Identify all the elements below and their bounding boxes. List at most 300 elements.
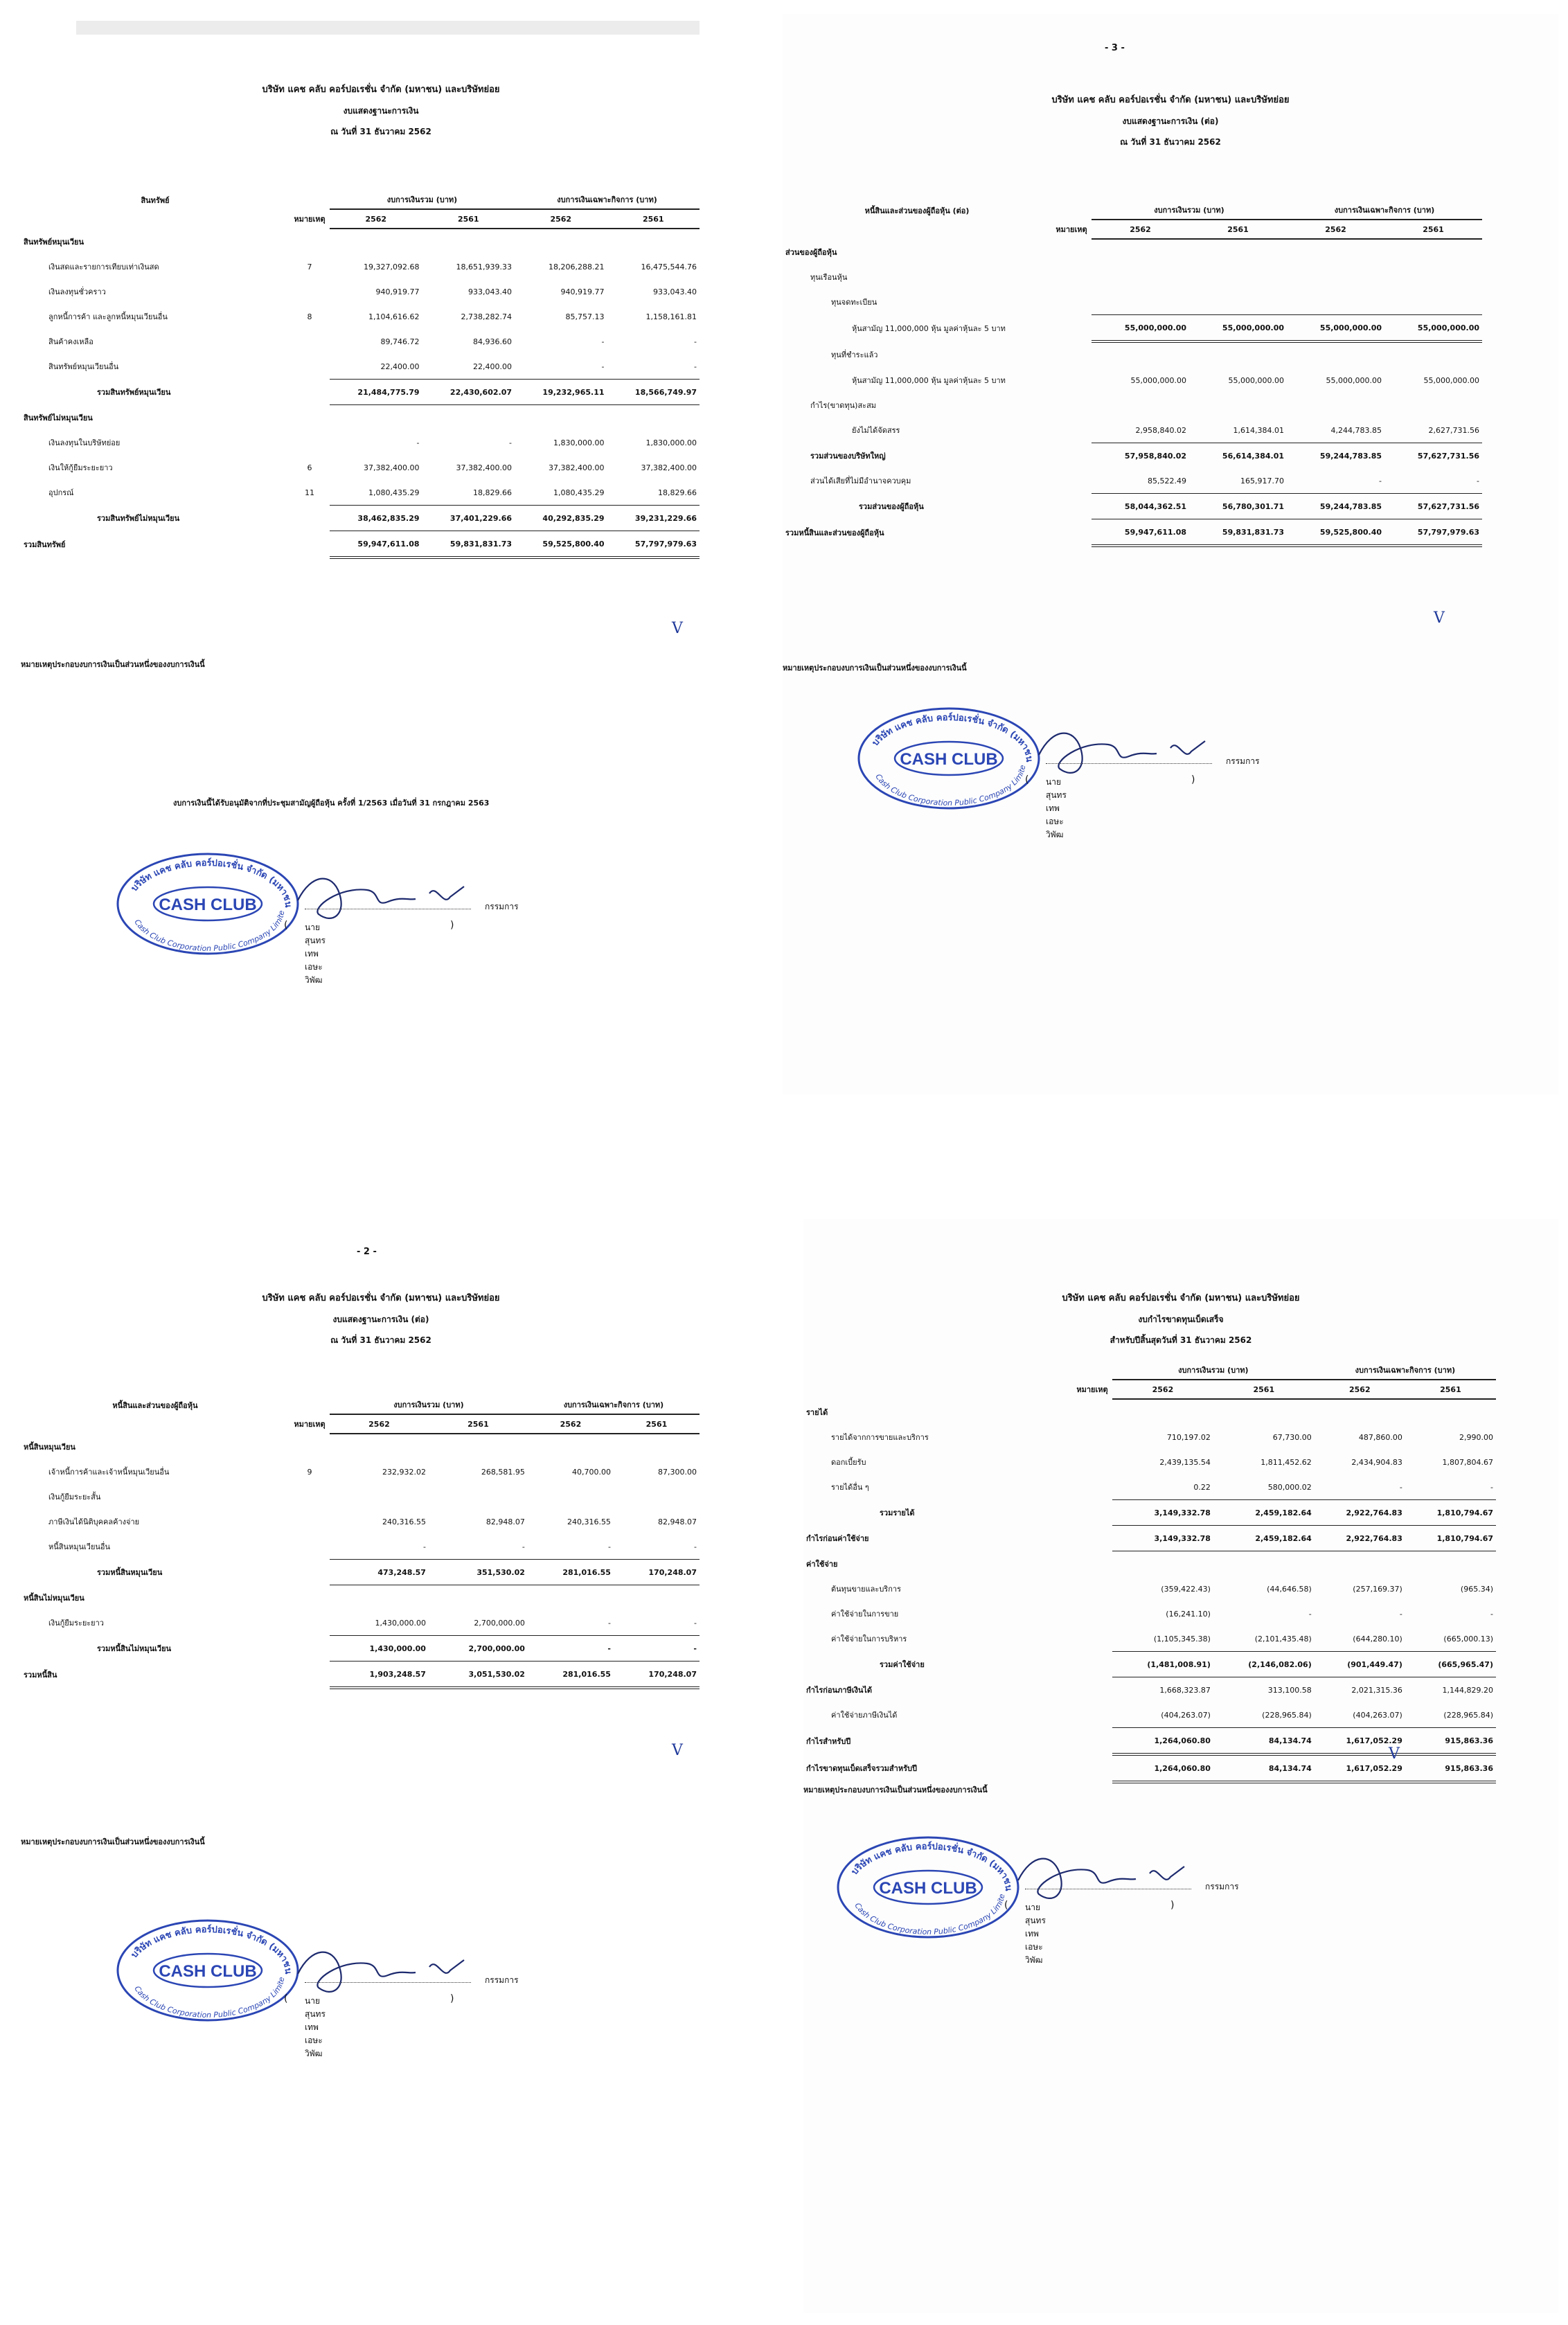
amount-cell <box>330 1484 429 1509</box>
consolidated-header: งบการเงินรวม (บาท) <box>1092 201 1287 220</box>
signer-role: กรรมการ <box>485 1975 519 1985</box>
amount-cell <box>1092 341 1189 368</box>
row-label: ส่วนของผู้ถือหุ้น <box>785 247 837 257</box>
column-group-header <box>21 190 700 209</box>
row-label: รวมส่วนของบริษัทใหญ่ <box>810 451 886 461</box>
row-label: เงินให้กู้ยืมระยะยาว <box>48 463 113 472</box>
amount-cell: 55,000,000.00 <box>1228 375 1284 385</box>
company-name: บริษัท แคช คลับ คอร์ปอเรชั่น จำกัด (มหาชน) และบริษัทย่อย <box>262 84 500 95</box>
amount-cell <box>515 229 607 254</box>
amount-cell: 933,043.40 <box>468 287 512 296</box>
table-row <box>783 494 1482 519</box>
amount-cell: 240,316.55 <box>382 1517 426 1526</box>
year-header: 2561 <box>614 1414 700 1434</box>
amount-cell: 313,100.58 <box>1267 1685 1312 1695</box>
note-ref <box>1051 341 1092 368</box>
section-heading: สินทรัพย์ <box>141 195 170 205</box>
amount-cell: - <box>614 1636 700 1662</box>
row-label: เงินลงทุนในบริษัทย่อย <box>48 438 121 447</box>
row-label: เงินสดและรายการเทียบเท่าเงินสด <box>48 262 159 271</box>
financial-table <box>803 1361 1496 1783</box>
amount-cell <box>1092 289 1189 315</box>
row-label: ยังไม่ได้จัดสรร <box>852 426 900 436</box>
amount-cell: 2,439,135.54 <box>1159 1457 1211 1467</box>
amount-cell: 55,000,000.00 <box>1384 315 1482 342</box>
amount-cell: 1,617,052.29 <box>1315 1754 1405 1782</box>
table-row <box>21 380 700 405</box>
signer-role: กรรมการ <box>1226 756 1260 766</box>
amount-cell: 940,919.77 <box>375 287 420 296</box>
amount-cell: 1,903,248.57 <box>330 1662 429 1689</box>
table-row <box>783 239 1482 265</box>
note-ref <box>289 1585 330 1611</box>
close-paren: ) <box>1170 1900 1175 1911</box>
amount-cell: 1,430,000.00 <box>330 1636 429 1662</box>
amount-cell: (16,241.10) <box>1166 1609 1211 1619</box>
table-row <box>803 1601 1496 1626</box>
amount-cell: 933,043.40 <box>653 287 697 296</box>
amount-cell <box>1384 265 1482 289</box>
table-row <box>803 1652 1496 1677</box>
amount-cell: - <box>429 1534 528 1560</box>
amount-cell: 59,244,783.85 <box>1319 451 1382 461</box>
amount-cell <box>330 1585 429 1611</box>
note-ref <box>289 1509 330 1534</box>
amount-cell: 55,000,000.00 <box>1130 375 1186 385</box>
note-header: หมายเหตุ <box>294 215 326 224</box>
amount-cell: 165,917.70 <box>1189 468 1287 494</box>
note-ref <box>1072 1677 1112 1703</box>
signer-name: นายสุนทรเทพ เอษะวิพัฒ <box>1025 1903 1046 1965</box>
footnote: หมายเหตุประกอบงบการเงินเป็นส่วนหนึ่งของงบการเงินนี้ <box>21 660 205 669</box>
amount-cell: 59,947,611.08 <box>1092 519 1189 546</box>
blank-cell <box>21 1414 289 1434</box>
amount-cell: - <box>515 354 607 380</box>
approval-note: งบการเงินนี้ได้รับอนุมัติจากที่ประชุมสามัญผู้ถือหุ้น ครั้งที่ 1/2563 เมื่อวันที่ 31 กรกฎาคม 2563 <box>173 799 490 808</box>
amount-cell: - <box>330 1534 429 1560</box>
signer-role: กรรมการ <box>1205 1882 1239 1891</box>
table-row <box>21 1509 700 1534</box>
amount-cell: 351,530.02 <box>429 1560 528 1585</box>
table-row <box>803 1500 1496 1526</box>
initial-mark: V <box>672 1742 683 1759</box>
amount-cell: 0.22 <box>1112 1475 1213 1500</box>
stamp-brand-text: CASH CLUB <box>900 750 998 769</box>
stamp-english-text: Cash Club Corporation Public Company Limite <box>853 1893 1007 1937</box>
amount-cell: - <box>601 337 605 346</box>
amount-cell: (257,169.37) <box>1353 1584 1402 1594</box>
initial-mark: V <box>1434 609 1445 627</box>
amount-cell: 19,232,965.11 <box>515 380 607 405</box>
company-stamp <box>831 1828 1025 1949</box>
note-ref <box>289 1636 330 1662</box>
table-row <box>803 1551 1496 1577</box>
note-ref <box>1051 494 1092 519</box>
signature-line <box>305 1982 471 1983</box>
row-label: สินทรัพย์ไม่หมุนเวียน <box>24 413 93 422</box>
row-label: เจ้าหนี้การค้าและเจ้าหนี้หมุนเวียนอื่น <box>48 1468 170 1477</box>
amount-cell: 38,462,835.29 <box>330 506 422 531</box>
section-heading: หนี้สินและส่วนของผู้ถือหุ้น (ต่อ) <box>864 206 970 215</box>
financial-table <box>783 201 1482 547</box>
note-ref <box>1072 1475 1112 1500</box>
amount-cell: 89,746.72 <box>380 337 420 346</box>
row-label: รวมหนี้สิน <box>24 1670 57 1680</box>
row-label: หนี้สินหมุนเวียนอื่น <box>48 1542 111 1552</box>
amount-cell: 268,581.95 <box>481 1467 525 1477</box>
table-row <box>783 289 1482 315</box>
amount-cell: 37,382,400.00 <box>641 463 697 472</box>
signature-stroke <box>1018 1859 1136 1898</box>
blank-cell <box>21 209 289 229</box>
year-header-row <box>21 209 700 229</box>
stamp-english-text: Cash Club Corporation Public Company Limite <box>132 1976 287 2020</box>
stamp-english-text: Cash Club Corporation Public Company Limite <box>132 909 287 954</box>
year-header: 2561 <box>1189 220 1287 239</box>
amount-cell: 37,401,229.66 <box>422 506 515 531</box>
note-ref <box>1051 368 1092 393</box>
year-header: 2562 <box>1315 1380 1405 1399</box>
amount-cell: 1,810,794.67 <box>1405 1500 1496 1526</box>
statement-page-3 <box>783 14 1558 1094</box>
note-ref <box>289 380 330 405</box>
table-row <box>21 506 700 531</box>
year-header: 2561 <box>1405 1380 1496 1399</box>
signature-scribble <box>1011 1839 1260 1915</box>
table-row <box>21 229 700 254</box>
amount-cell <box>1189 289 1287 315</box>
amount-cell: 2,434,904.83 <box>1351 1457 1402 1467</box>
amount-cell: 2,922,764.83 <box>1315 1500 1405 1526</box>
amount-cell: 18,206,288.21 <box>549 262 605 271</box>
amount-cell: 84,936.60 <box>473 337 512 346</box>
amount-cell: - <box>694 337 697 346</box>
company-name: บริษัท แคช คลับ คอร์ปอเรชั่น จำกัด (มหาชน) และบริษัทย่อย <box>1062 1293 1300 1303</box>
table-row <box>21 531 700 558</box>
year-header: 2562 <box>330 209 422 229</box>
blank-cell <box>783 220 1051 239</box>
amount-cell: - <box>614 1534 700 1560</box>
amount-cell: - <box>528 1636 614 1662</box>
row-label: ค่าใช้จ่ายในการบริหาร <box>831 1634 907 1644</box>
amount-cell <box>1112 1551 1213 1577</box>
year-header: 2562 <box>330 1414 429 1434</box>
section-heading <box>803 1361 1072 1380</box>
amount-cell: - <box>1287 468 1384 494</box>
amount-cell <box>429 1434 528 1459</box>
note-ref <box>289 1434 330 1459</box>
row-label: ดอกเบี้ยรับ <box>831 1458 866 1467</box>
table-row <box>783 341 1482 368</box>
amount-cell: 18,829.66 <box>422 480 515 506</box>
amount-cell: 1,080,435.29 <box>515 480 607 506</box>
row-label: ค่าใช้จ่ายภาษีเงินได้ <box>831 1711 898 1720</box>
amount-cell: 57,627,731.56 <box>1384 494 1482 519</box>
row-label: ลูกหนี้การค้า และลูกหนี้หมุนเวียนอื่น <box>48 312 168 321</box>
amount-cell: 57,797,979.63 <box>607 531 700 558</box>
row-label: ทุนเรือนหุ้น <box>810 273 848 282</box>
note-ref <box>1051 468 1092 494</box>
amount-cell: 2,990.00 <box>1459 1432 1493 1442</box>
table-row <box>783 468 1482 494</box>
amount-cell <box>528 1484 614 1509</box>
row-label: ต้นทุนขายและบริการ <box>831 1585 901 1594</box>
note-ref: 8 <box>307 312 312 321</box>
row-label: ทุนจดทะเบียน <box>831 298 877 308</box>
note-ref <box>1051 393 1092 418</box>
note-header: หมายเหตุ <box>1055 225 1087 234</box>
note-ref <box>289 1662 330 1689</box>
note-ref <box>1072 1652 1112 1677</box>
table-row <box>21 480 700 506</box>
amount-cell: - <box>1308 1609 1312 1619</box>
note-ref: 7 <box>307 262 312 271</box>
stamp-thai-text: บริษัท แคช คลับ คอร์ปอเรชั่น จำกัด (มหาชน <box>129 857 294 908</box>
amount-cell: 2,627,731.56 <box>1384 418 1482 443</box>
amount-cell: 39,231,229.66 <box>607 506 700 531</box>
amount-cell: 170,248.07 <box>614 1560 700 1585</box>
amount-cell <box>429 1585 528 1611</box>
open-paren: ( <box>284 920 288 931</box>
amount-cell: 59,831,831.73 <box>1189 519 1287 546</box>
initial-mark: V <box>1389 1745 1400 1763</box>
company-name: บริษัท แคช คลับ คอร์ปอเรชั่น จำกัด (มหาชน) และบริษัทย่อย <box>1051 95 1290 105</box>
table-row <box>21 1484 700 1509</box>
amount-cell: 2,459,182.64 <box>1213 1500 1315 1526</box>
amount-cell: 22,400.00 <box>422 354 515 380</box>
year-header: 2561 <box>607 209 700 229</box>
amount-cell: 4,244,783.85 <box>1287 418 1384 443</box>
amount-cell: 18,829.66 <box>607 480 700 506</box>
row-label: สินทรัพย์หมุนเวียน <box>24 237 84 247</box>
stamp-graphic <box>831 1828 1025 1946</box>
table-row <box>21 405 700 431</box>
amount-cell: (359,422.43) <box>1161 1584 1211 1594</box>
signer-name: นายสุนทรเทพ เอษะวิพัฒ <box>305 923 326 985</box>
row-label: รายได้ <box>806 1407 828 1417</box>
spacer <box>1051 201 1092 220</box>
amount-cell: 85,522.49 <box>1092 468 1189 494</box>
year-header-row <box>783 220 1482 239</box>
amount-cell: 16,475,544.76 <box>641 262 697 271</box>
amount-cell: 232,932.02 <box>382 1467 426 1477</box>
row-label: อุปกรณ์ <box>48 488 74 498</box>
note-ref: 9 <box>307 1467 312 1477</box>
amount-cell <box>1213 1399 1315 1425</box>
amount-cell: 1,810,794.67 <box>1405 1526 1496 1551</box>
note-ref <box>1072 1526 1112 1551</box>
amount-cell: 56,614,384.01 <box>1222 451 1284 461</box>
note-ref <box>289 229 330 254</box>
amount-cell: - <box>1315 1475 1405 1500</box>
amount-cell: 19,327,092.68 <box>364 262 420 271</box>
statement-page-1 <box>14 21 748 1094</box>
amount-cell: 37,382,400.00 <box>456 463 512 472</box>
stamp-graphic <box>852 700 1046 817</box>
statement-date: ณ วันที่ 31 ธันวาคม 2562 <box>330 1335 431 1345</box>
table-row <box>803 1425 1496 1450</box>
row-label: กำไรก่อนค่าใช้จ่าย <box>806 1534 869 1543</box>
signature-scribble <box>1032 713 1281 790</box>
amount-cell <box>330 1434 429 1459</box>
amount-cell: (1,481,008.91) <box>1112 1652 1213 1677</box>
statement-date: ณ วันที่ 31 ธันวาคม 2562 <box>1120 137 1221 147</box>
year-header: 2561 <box>429 1414 528 1434</box>
amount-cell: 58,044,362.51 <box>1092 494 1189 519</box>
amount-cell: (2,101,435.48) <box>1213 1626 1315 1652</box>
row-label: กำไรสำหรับปี <box>806 1736 851 1746</box>
amount-cell: 1,830,000.00 <box>645 438 697 447</box>
note-ref <box>289 279 330 304</box>
open-paren: ( <box>1004 1900 1008 1911</box>
table-row <box>21 329 700 354</box>
amount-cell <box>1092 393 1189 418</box>
amount-cell <box>429 1484 528 1509</box>
amount-cell: 21,484,775.79 <box>330 380 422 405</box>
table-row <box>803 1677 1496 1703</box>
amount-cell <box>1384 341 1482 368</box>
amount-cell: 487,860.00 <box>1358 1432 1402 1442</box>
amount-cell: (644,280.10) <box>1315 1626 1405 1652</box>
amount-cell: 57,958,840.02 <box>1124 451 1186 461</box>
page-header <box>14 80 748 142</box>
table-row <box>783 315 1482 342</box>
row-label: ค่าใช้จ่ายในการขาย <box>831 1610 899 1619</box>
column-group-header <box>21 1396 700 1414</box>
note-ref <box>289 1484 330 1509</box>
amount-cell: 59,244,783.85 <box>1287 494 1384 519</box>
amount-cell: 915,863.36 <box>1405 1728 1496 1755</box>
table-row <box>21 1585 700 1611</box>
amount-cell <box>422 229 515 254</box>
amount-cell: - <box>1399 1609 1402 1619</box>
amount-cell: (228,965.84) <box>1213 1702 1315 1728</box>
amount-cell <box>1287 289 1384 315</box>
consolidated-header: งบการเงินรวม (บาท) <box>330 1396 528 1414</box>
note-ref <box>1051 289 1092 315</box>
amount-cell: 170,248.07 <box>614 1662 700 1689</box>
row-label: รวมสินทรัพย์ <box>24 540 66 549</box>
amount-cell: 37,382,400.00 <box>364 463 420 472</box>
amount-cell <box>1287 265 1384 289</box>
note-ref <box>1072 1425 1112 1450</box>
table-row <box>783 368 1482 393</box>
row-label: ภาษีเงินได้นิติบุคคลค้างจ่าย <box>48 1517 140 1526</box>
statement-date: สำหรับปีสิ้นสุดวันที่ 31 ธันวาคม 2562 <box>1110 1335 1252 1345</box>
year-header: 2562 <box>1092 220 1189 239</box>
amount-cell: 1,158,161.81 <box>645 312 697 321</box>
row-label: หุ้นสามัญ 11,000,000 หุ้น มูลค่าหุ้นละ 5 บาท <box>852 376 1006 385</box>
signature-stroke <box>1150 1867 1184 1880</box>
separate-header: งบการเงินเฉพาะกิจการ (บาท) <box>515 190 700 209</box>
row-label: รวมหนี้สินไม่หมุนเวียน <box>97 1644 172 1653</box>
row-label: รวมสินทรัพย์หมุนเวียน <box>97 388 171 397</box>
spacer <box>289 1396 330 1414</box>
amount-cell: 82,948.07 <box>485 1517 525 1526</box>
note-ref <box>1072 1702 1112 1728</box>
amount-cell: - <box>1405 1475 1496 1500</box>
amount-cell <box>1092 239 1189 265</box>
signer-name: นายสุนทรเทพ เอษะวิพัฒ <box>1046 777 1067 839</box>
amount-cell <box>1384 393 1482 418</box>
amount-cell: 57,797,979.63 <box>1384 519 1482 546</box>
footnote: หมายเหตุประกอบงบการเงินเป็นส่วนหนึ่งของงบการเงินนี้ <box>783 663 967 672</box>
amount-cell: 1,264,060.80 <box>1112 1728 1213 1755</box>
row-label: เงินกู้ยืมระยะสั้น <box>48 1493 101 1502</box>
row-label: ค่าใช้จ่าย <box>806 1559 838 1569</box>
year-header: 2561 <box>1384 220 1482 239</box>
amount-cell: - <box>1384 468 1482 494</box>
row-label: รายได้จากการขายและบริการ <box>831 1433 929 1442</box>
table-row <box>783 519 1482 546</box>
close-paren: ) <box>1191 774 1195 785</box>
note-ref <box>1072 1754 1112 1782</box>
spacer <box>1072 1361 1112 1380</box>
table-row <box>783 443 1482 469</box>
note-ref <box>1072 1399 1112 1425</box>
statement-title: งบแสดงฐานะการเงิน <box>343 106 419 116</box>
page-number: - 2 - <box>357 1247 377 1257</box>
row-label: สินค้าคงเหลือ <box>48 337 93 346</box>
amount-cell <box>1213 1551 1315 1577</box>
column-group-header <box>803 1361 1496 1380</box>
note-ref <box>1072 1626 1112 1652</box>
amount-cell <box>607 229 700 254</box>
year-header: 2562 <box>1287 220 1384 239</box>
table-row <box>21 455 700 480</box>
amount-cell: 59,947,611.08 <box>330 531 422 558</box>
amount-cell <box>330 229 422 254</box>
amount-cell: - <box>528 1534 614 1560</box>
amount-cell <box>528 1434 614 1459</box>
close-paren: ) <box>450 920 454 931</box>
table-row <box>803 1526 1496 1551</box>
table-row <box>21 279 700 304</box>
table-row <box>21 1662 700 1689</box>
amount-cell <box>1112 1399 1213 1425</box>
amount-cell <box>1189 265 1287 289</box>
row-label: เงินลงทุนชั่วคราว <box>48 287 106 296</box>
amount-cell: 3,149,332.78 <box>1112 1500 1213 1526</box>
company-stamp <box>111 1912 305 2032</box>
amount-cell: 2,700,000.00 <box>429 1636 528 1662</box>
amount-cell: 1,614,384.01 <box>1189 418 1287 443</box>
signature-stroke <box>1039 733 1157 773</box>
amount-cell: - <box>1490 1609 1493 1619</box>
year-header: 2562 <box>515 209 607 229</box>
amount-cell <box>1189 341 1287 368</box>
amount-cell: 1,830,000.00 <box>553 438 605 447</box>
table-row <box>803 1399 1496 1425</box>
amount-cell: 940,919.77 <box>560 287 605 296</box>
amount-cell: (2,146,082.06) <box>1213 1652 1315 1677</box>
row-label: กำไรขาดทุนเบ็ดเสร็จรวมสำหรับปี <box>806 1764 917 1773</box>
note-header: หมายเหตุ <box>294 1420 326 1429</box>
amount-cell: 2,459,182.64 <box>1213 1526 1315 1551</box>
amount-cell: 59,525,800.40 <box>1287 519 1384 546</box>
table-row <box>21 1610 700 1636</box>
amount-cell <box>1189 239 1287 265</box>
section-heading: หนี้สินและส่วนของผู้ถือหุ้น <box>112 1400 198 1410</box>
signature-stroke <box>429 1960 464 1973</box>
amount-cell <box>1384 289 1482 315</box>
amount-cell: 1,811,452.62 <box>1260 1457 1312 1467</box>
amount-cell: - <box>416 438 420 447</box>
amount-cell: - <box>607 354 700 380</box>
amount-cell: 84,134.74 <box>1213 1754 1315 1782</box>
table-row <box>21 1459 700 1484</box>
row-label: กำไร(ขาดทุน)สะสม <box>810 401 877 410</box>
